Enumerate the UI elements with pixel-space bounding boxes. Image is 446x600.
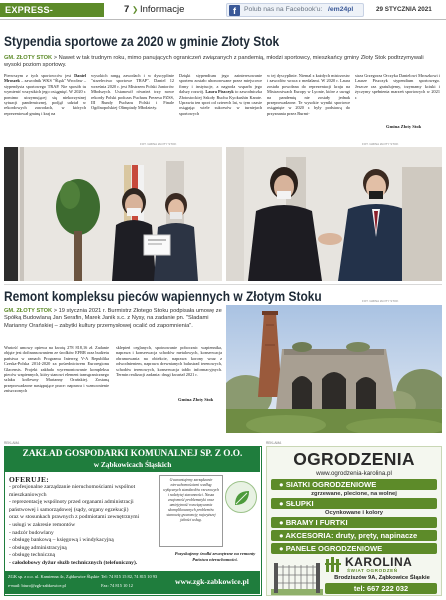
- article1-photo-credit-2: FOT. GMINA ZŁOTY STOK: [362, 142, 399, 146]
- ad1-offer: - całodobowy dyżur służb technicznych (telefoniczny).: [9, 559, 138, 566]
- article-divider: [4, 284, 442, 285]
- facebook-text: Polub nas na Facebook'u:: [244, 6, 323, 13]
- bullet-icon: ●: [279, 543, 286, 553]
- site-logo[interactable]: [0, 3, 104, 29]
- award-photo-1-illustration: [4, 147, 222, 281]
- ad1-address: ZGK sp. z o.o. ul. Kamienna 4c, Ząbkowice Śląskie: [8, 574, 100, 579]
- ad1-phone: Tel: 74 815 15 82, 74 815 10 93: [101, 574, 158, 579]
- article1-lead: [4, 55, 440, 70]
- article1-column-1: Pierwszym z tych sportowców jest Daniel Mroszek – zawodnik WKS "Śląsk" Wrocław – stypendysta sportowego TRAP. Nie sposób tu wymienić wszystkich jego osiągnięć. W 2020 r. pomimo utrzymującej się niekorzystnej sytuacji pandemicznej, podjął udział w rekordowych zawodach, w których reprezentował gminę i kraj na: [4, 73, 86, 116]
- ad2-tag: REKLAMA: [266, 441, 282, 445]
- article2-signature: Gmina Złoty Stok: [178, 397, 214, 402]
- ad2-brand-name: KAROLINA: [345, 555, 413, 569]
- site-logo-text: EXPRESS-MIEJSKI.PL: [5, 5, 59, 29]
- article1-column-3: Dzięki stypendium jego zainteresowanie sportem zostało uhonorowane przez miejscowe firmy i instytucje, a nagroda wsparła jego dalszy rozwój. Laura Piszczyk to zawodniczka Złotostockiej Szkoły Ruchu Kyokushin Karate. Uprawia ten sport od czterech lat, w tym czasie osiągając wiele sukcesów w turniejach sportowych: [179, 73, 262, 116]
- article1-column-5: strza Grzegorza Orczyka Danielowi Mroszkowi i Laurze Piszczyk stypendium sportowego. Jeszcze raz gratulujemy, trzymamy kciuki i życzymy spełnienia marzeń sportowych w 2021 r.: [355, 73, 440, 100]
- ad1-fax: Fax: 74 815 10 12: [101, 583, 133, 588]
- section-number: 7: [124, 4, 130, 15]
- facebook-icon: f: [229, 5, 240, 16]
- article2-lead: [4, 308, 222, 330]
- ad2-subline: Ocynkowane i kolory: [325, 509, 383, 516]
- ad1-offer: - nadzór budowlany: [9, 529, 54, 536]
- ad1-offer: oraz w stosunkach prawnych z podmiotami zewnętrznymi: [9, 514, 140, 521]
- ad1-offers-heading: OFERUJE:: [9, 475, 50, 484]
- ad1-offer: - reprezentację wspólnoty przed organami administracji państwowej i samorządowej (sądy, organy egzekucji): [9, 499, 134, 513]
- leaf-icon: [226, 482, 258, 514]
- bullet-icon: ●: [279, 530, 286, 540]
- ad1-zgk[interactable]: [4, 446, 262, 596]
- article1-photo-1: [4, 147, 222, 281]
- ad1-offer: - obsługę administracyjną: [9, 544, 67, 551]
- article1-title: Stypendia sportowe za 2020 w gminie Złoty Stok: [4, 34, 280, 49]
- ad2-brand-logo: [325, 557, 437, 573]
- article1-photo-credit-1: FOT. GMINA ZŁOTY STOK: [140, 142, 177, 146]
- ad1-email: e-mail: biuro@zgk-zabkowice.pl: [8, 583, 66, 588]
- ad2-brand-sub: ŚWIAT OGRODZEŃ: [347, 568, 398, 573]
- ad1-offer: - profesjonalne zarządzanie nieruchomościami wspólnot mieszkaniowych: [9, 484, 136, 498]
- ad2-category: ● PANELE OGRODZENIOWE: [271, 543, 437, 554]
- article2-lead-label: GM. ZŁOTY STOK: [4, 308, 53, 314]
- ad2-category: ● SIATKI OGRODZENIOWE: [271, 479, 437, 490]
- award-photo-2-illustration: [226, 147, 442, 281]
- article2-photo: [226, 305, 442, 433]
- ad2-address: Brodziszów 9A, Ząbkowice Śląskie: [334, 575, 430, 581]
- ad2-ogrodzenia[interactable]: [266, 446, 442, 596]
- ad2-subline: zgrzewane, plecione, na wolnej: [311, 490, 397, 497]
- ad2-categories: [271, 479, 437, 555]
- bullet-icon: ●: [279, 499, 286, 509]
- bullet-icon: ●: [279, 518, 286, 528]
- article1-photo-2: [226, 147, 442, 281]
- article2-photo-credit: FOT. GMINA ZŁOTY STOK: [362, 299, 399, 303]
- ad1-offers-list: [9, 484, 155, 568]
- article1-lead-text: > Nawet w tak trudnym roku, mimo panujących ograniczeń związanych z pandemią, młodzi sportowcy, mieszkańcy gminy Złoty Stok podtrzymywali wysoki poziom sportowy.: [4, 55, 424, 69]
- article2-lead-text: > 19 stycznia 2021 r. Burmistrz Złotego Stoku podpisała umowę ze Spółką Budowlaną Jan Serafin, Marek Janik s.c. z Nysy, na zadanie pn. "Sladami Marianny Orańskiej – zabytki kultury przemysłowej ocalić od zapomnienia".: [4, 308, 222, 329]
- facebook-promo[interactable]: [226, 3, 364, 17]
- article1-lead-label: GM. ZŁOTY STOK: [4, 55, 53, 61]
- ad1-tag: REKLAMA: [4, 441, 20, 445]
- ad1-leaf-icon: [225, 481, 257, 513]
- ad2-category: ● AKCESORIA: druty, pręty, napinacze: [271, 530, 437, 541]
- issue-date: 29 STYCZNIA 2021: [376, 6, 432, 13]
- ad1-offer: - usługi w zakresie remontów: [9, 521, 76, 528]
- lime-kilns-illustration: [226, 305, 442, 433]
- ad1-title: ZAKŁAD GOSPODARKI KOMUNALNEJ SP. Z O.O.: [22, 449, 243, 459]
- ad1-website[interactable]: www.zgk-zabkowice.pl: [175, 577, 249, 586]
- ad2-title: OGRODZENIA: [293, 449, 415, 469]
- ad1-footer: [5, 571, 260, 594]
- ad2-phone[interactable]: [325, 583, 437, 594]
- article2-title: Remont kompleksu pieców wapiennych w Złotym Stoku: [4, 289, 322, 304]
- article2-column-2: sklepień ceglanych, spoinowanie poboczniс wapiennika, naprawa i konserwacja schodów metalowych, konserwacja obramowania na obiekcie, naprawa korony wraz z odwodnieniem, naprawa drewnianych balustrad terenowych, schodów terenowych, konserwacja tablic informacyjnych. Termin realizacji zadania: drugi kwartał 2021 r.: [116, 345, 222, 378]
- page-header: [0, 0, 446, 29]
- article2-column-1: Wartość umowy opiewa na kwotę 278 818,16 zł. Zadanie objęte jest dofinansowaniem ze środków EFRR oraz budżetu państwa w ramach Programu Interreg V-A Republika Czeska-Polska 2014-2020 za pośrednictwem Euroregionu Glacensis. Projekt zakłada wyremontowanie kompleksu pieców wapiennych, który stanowi element transgranicznego szlaku królewny Marianny Orańskiej. Zostaną przeprowadzone następujące prace: naprawa i wzmocnienie zniszczonych: [4, 345, 109, 394]
- ad1-header: [5, 447, 260, 472]
- section-name: Informacje: [140, 4, 185, 15]
- ad2-category: ● BRAMY I FURTKI: [271, 517, 437, 528]
- article1-signature: Gmina Złoty Stok: [386, 124, 422, 129]
- fence-logo-icon: [325, 557, 343, 573]
- section-arrow-icon: ❯: [132, 5, 139, 14]
- facebook-handle: /em24pl: [328, 6, 354, 13]
- ad2-website[interactable]: www.ogrodzenia-karolina.pl: [316, 470, 392, 477]
- ad1-info-box: Gwarantujemy zarządzanie nieruchomościami według wyłącznych standardów rzeczowych i należytej staranności. Nasza znajomość problematyki oraz umiejętność rozwiązywania skomplikowanych problemów stanowią gwarancję najwyższej jakości usług.: [159, 475, 223, 547]
- ad2-category: ● SŁUPKI: [271, 498, 437, 509]
- ad1-subtitle: w Ząbkowicach Śląskich: [93, 460, 172, 469]
- article1-column-2: wysokich rangą zawodach i w dyscyplinie "strzelectwo sportowe TRAP". Daniel 12 września 2020 r. jest Mistrzem Polski Juniorów Młodszych. Ustanowił również trzy nowe rekordy Polski podczas Pucharu Prezesa PZSS, III Rundy Pucharu Polski i Finale Ogólnopolskiej Olimpiady Młodzieży.: [91, 73, 174, 111]
- bullet-icon: ●: [279, 480, 286, 489]
- ad1-offer: - obsługę techniczną: [9, 552, 55, 559]
- article1-column-4: w tej dyscyplinie. Niemal z każdych mistrzostw i zawodów wraca z medalami. W 2020 r. Laura została powołana do reprezentacji kraju na Mistrzostwach Europy w Lyonie, które z uwagi na pandemię nie zostały jednak przeprowadzone. Te wysokie wyniki sportowe osiągnięte w 2020 r. były podstawą do przyznania przez Burmi-: [267, 73, 350, 116]
- ad1-promise: Pozyskujemy środki zewnętrzne na remonty Państwa nieruchomości.: [174, 551, 256, 562]
- ad1-offer: - obsługę bankową – księgową i windykacyjną: [9, 537, 114, 544]
- fence-icon: [271, 561, 323, 595]
- ad2-phone-text: tel: 667 222 032: [353, 584, 409, 593]
